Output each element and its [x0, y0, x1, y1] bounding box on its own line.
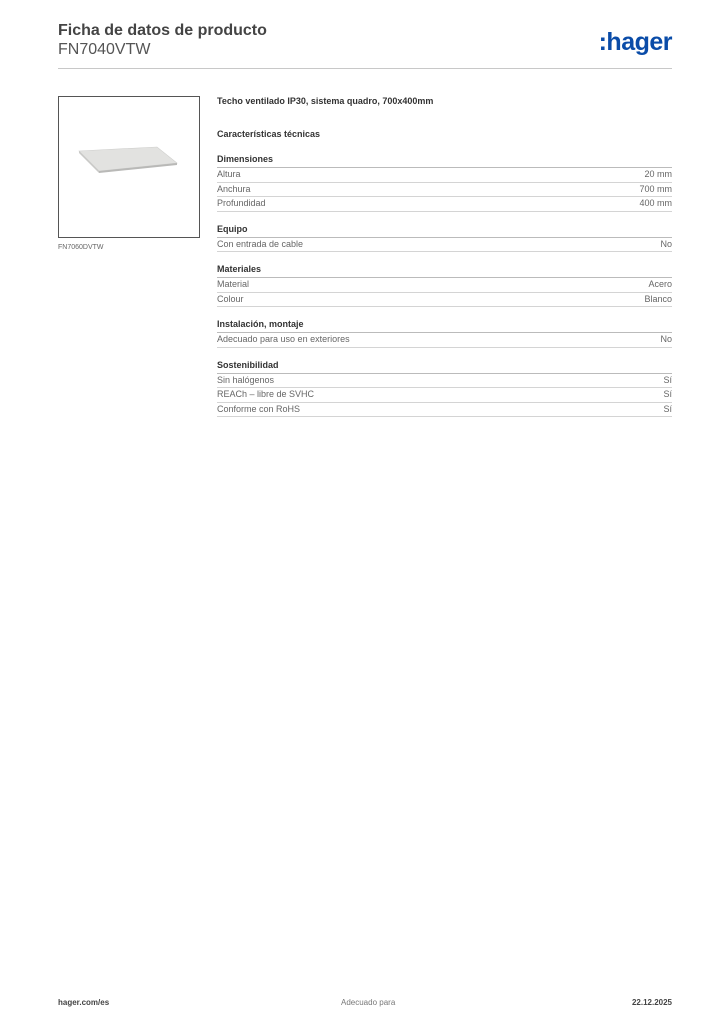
spec-group-title: Dimensiones — [217, 154, 672, 168]
product-image — [58, 96, 200, 238]
spec-groups — [217, 154, 672, 417]
product-photo-panel-icon — [59, 97, 199, 237]
spec-value: No — [660, 238, 672, 249]
page-title: Ficha de datos de producto — [58, 22, 267, 39]
footer-date: 22.12.2025 — [631, 998, 672, 1007]
spec-label: Profundidad — [217, 198, 266, 208]
spec-row — [217, 333, 672, 348]
spec-label: Adecuado para uso en exteriores — [217, 334, 350, 344]
spec-value: 700 mm — [639, 183, 672, 194]
product-code: FN7040VTW — [58, 41, 151, 58]
spec-row — [217, 374, 672, 389]
spec-group-title: Materiales — [217, 264, 672, 278]
spec-value: Sí — [663, 389, 672, 399]
spec-group — [217, 154, 672, 212]
spec-value: 400 mm — [639, 198, 672, 208]
spec-row — [217, 293, 672, 308]
tech-section-title: Características técnicas — [217, 129, 321, 139]
product-description: Techo ventilado IP30, sistema quadro, 700x400mm — [217, 96, 434, 106]
spec-row — [217, 278, 672, 293]
spec-group — [217, 264, 672, 307]
spec-value: Sí — [663, 374, 672, 385]
spec-group-title: Instalación, montaje — [217, 319, 672, 333]
spec-row — [217, 183, 672, 198]
spec-group — [217, 360, 672, 418]
spec-row — [217, 168, 672, 183]
spec-label: Colour — [217, 293, 244, 304]
spec-value: Blanco — [644, 293, 672, 304]
spec-label: Con entrada de cable — [217, 238, 304, 249]
spec-label: Altura — [217, 169, 241, 179]
footer-center-text: Adecuado para — [341, 998, 396, 1007]
spec-group — [217, 224, 672, 253]
image-caption: FN7060DVTW — [58, 244, 104, 251]
spec-group-title: Equipo — [217, 224, 672, 238]
spec-label: Material — [217, 279, 250, 289]
spec-row — [217, 238, 672, 253]
spec-value: Acero — [648, 279, 672, 289]
spec-value: No — [660, 334, 672, 344]
spec-group — [217, 319, 672, 348]
spec-label: Conforme con RoHS — [217, 403, 301, 414]
spec-row — [217, 197, 672, 212]
spec-label: Anchura — [217, 183, 251, 194]
spec-group-title: Sostenibilidad — [217, 360, 672, 374]
footer-website: hager.com/es — [58, 998, 110, 1007]
spec-value: 20 mm — [644, 169, 672, 179]
spec-content — [217, 96, 672, 429]
header-divider — [58, 68, 672, 69]
hager-logo: :hager — [598, 28, 672, 56]
spec-label: REACh – libre de SVHC — [217, 389, 315, 399]
spec-value: Sí — [663, 403, 672, 414]
spec-row — [217, 388, 672, 403]
spec-row — [217, 403, 672, 418]
spec-label: Sin halógenos — [217, 374, 275, 385]
